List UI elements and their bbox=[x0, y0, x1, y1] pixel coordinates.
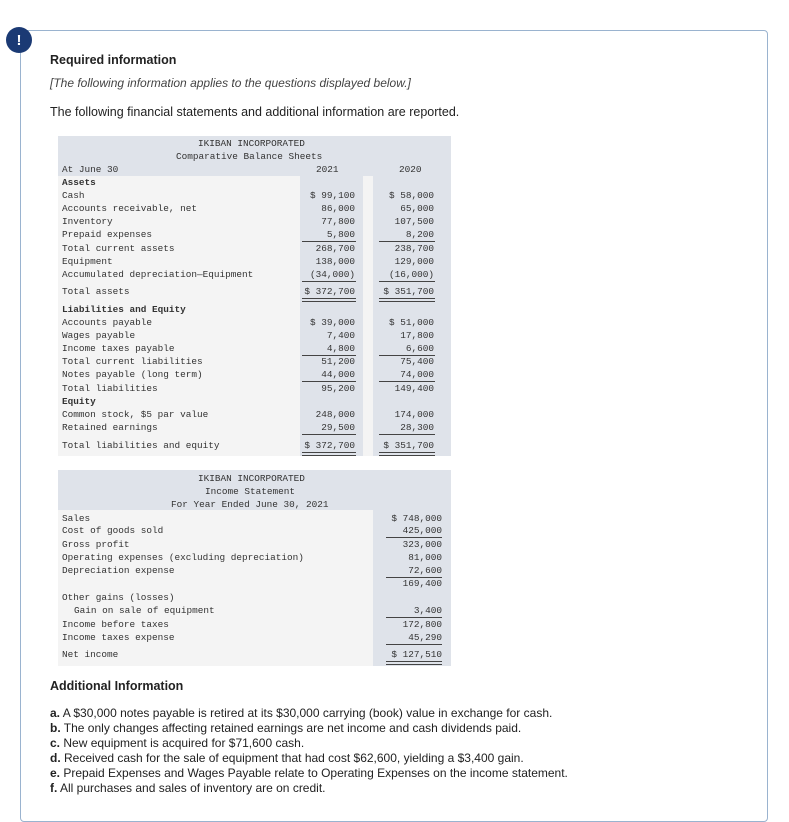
value-2020: 129,000 bbox=[394, 256, 434, 267]
row-label: Income taxes payable bbox=[62, 343, 175, 354]
item-text: New equipment is acquired for $71,600 cash. bbox=[63, 736, 305, 750]
row-label: Depreciation expense bbox=[62, 565, 175, 576]
column-label-date: At June 30 bbox=[62, 164, 119, 175]
row-value: 45,290 bbox=[408, 632, 442, 643]
section-heading: Liabilities and Equity bbox=[62, 304, 186, 315]
column-header-2020: 2020 bbox=[399, 164, 422, 175]
row-label: Gross profit bbox=[62, 539, 130, 550]
value-2020: (16,000) bbox=[388, 269, 434, 280]
value-2021: 51,200 bbox=[321, 356, 355, 367]
item-text: Prepaid Expenses and Wages Payable relate to Operating Expenses on the income statement. bbox=[63, 766, 568, 780]
row-label: Income before taxes bbox=[62, 619, 169, 630]
value-2021: 5,800 bbox=[326, 229, 355, 240]
value-2020: 75,400 bbox=[400, 356, 434, 367]
row-label: Accounts receivable, net bbox=[62, 203, 198, 214]
total-double-rule bbox=[379, 452, 435, 456]
required-information-title: Required information bbox=[50, 53, 177, 67]
item-letter: f. bbox=[50, 781, 58, 795]
row-label: Common stock, $5 par value bbox=[62, 409, 209, 420]
value-2021: 248,000 bbox=[315, 409, 355, 420]
item-letter: e. bbox=[50, 766, 61, 780]
row-value: 172,800 bbox=[402, 619, 442, 630]
value-2021: 44,000 bbox=[321, 369, 355, 380]
row-label: Cash bbox=[62, 190, 85, 201]
value-2020: 65,000 bbox=[400, 203, 434, 214]
subtotal-rule bbox=[386, 644, 442, 645]
additional-info-item bbox=[50, 751, 524, 765]
statement-period: For Year Ended June 30, 2021 bbox=[171, 499, 329, 510]
row-value: 72,600 bbox=[408, 565, 442, 576]
alert-icon: ! bbox=[6, 27, 32, 53]
total-double-rule bbox=[302, 298, 356, 302]
additional-info-item bbox=[50, 736, 304, 750]
additional-info-item bbox=[50, 766, 568, 780]
value-2020: 74,000 bbox=[400, 369, 434, 380]
statement-title: Income Statement bbox=[205, 486, 296, 497]
value-2021: 138,000 bbox=[315, 256, 355, 267]
value-2021: $ 372,700 bbox=[304, 286, 355, 297]
value-2020: 17,800 bbox=[400, 330, 434, 341]
value-2021: 7,400 bbox=[326, 330, 355, 341]
subtotal-rule bbox=[386, 537, 442, 538]
row-label: Total liabilities and equity bbox=[62, 440, 220, 451]
item-letter: c. bbox=[50, 736, 61, 750]
additional-information-title: Additional Information bbox=[50, 679, 184, 693]
total-double-rule bbox=[302, 452, 356, 456]
row-label: Accumulated depreciation—Equipment bbox=[62, 269, 254, 280]
total-double-rule bbox=[379, 298, 435, 302]
company-name: IKIBAN INCORPORATED bbox=[198, 473, 305, 484]
row-label: Total assets bbox=[62, 286, 130, 297]
value-2021: 86,000 bbox=[321, 203, 355, 214]
subtotal-rule bbox=[302, 381, 356, 382]
value-2020: 174,000 bbox=[394, 409, 434, 420]
additional-info-item bbox=[50, 781, 326, 795]
value-2021: 95,200 bbox=[321, 383, 355, 394]
company-name: IKIBAN INCORPORATED bbox=[198, 138, 305, 149]
row-label: Wages payable bbox=[62, 330, 136, 341]
additional-info-item bbox=[50, 706, 552, 720]
subtotal-rule bbox=[302, 434, 356, 435]
item-letter: a. bbox=[50, 706, 61, 720]
row-label: Gain on sale of equipment bbox=[74, 605, 215, 616]
row-label: Notes payable (long term) bbox=[62, 369, 203, 380]
column-header-2021: 2021 bbox=[316, 164, 339, 175]
row-label: Net income bbox=[62, 649, 119, 660]
row-value: 425,000 bbox=[402, 525, 442, 536]
value-2021: 77,800 bbox=[321, 216, 355, 227]
row-label: Total current liabilities bbox=[62, 356, 203, 367]
row-label: Other gains (losses) bbox=[62, 592, 175, 603]
value-2021: 4,800 bbox=[326, 343, 355, 354]
row-value: 169,400 bbox=[402, 578, 442, 589]
instructions-note: [The following information applies to the questions displayed below.] bbox=[50, 76, 411, 90]
value-2021: $ 372,700 bbox=[304, 440, 355, 451]
value-2020: 28,300 bbox=[400, 422, 434, 433]
total-double-rule bbox=[386, 661, 442, 665]
subtotal-rule bbox=[386, 617, 442, 618]
value-2020: 149,400 bbox=[394, 383, 434, 394]
value-2021: 268,700 bbox=[315, 243, 355, 254]
item-letter: b. bbox=[50, 721, 61, 735]
item-text: Received cash for the sale of equipment that had cost $62,600, yielding a $3,400 gain. bbox=[64, 751, 524, 765]
value-2021: $ 39,000 bbox=[309, 317, 355, 328]
row-label: Equipment bbox=[62, 256, 113, 267]
subtotal-rule bbox=[379, 241, 435, 242]
subtotal-rule bbox=[379, 434, 435, 435]
row-label: Total liabilities bbox=[62, 383, 158, 394]
statement-title: Comparative Balance Sheets bbox=[176, 151, 323, 162]
row-value: $ 127,510 bbox=[391, 649, 442, 660]
subtotal-rule bbox=[386, 577, 442, 578]
subtotal-rule bbox=[302, 355, 356, 356]
additional-info-item bbox=[50, 721, 521, 735]
row-label: Total current assets bbox=[62, 243, 175, 254]
row-label: Retained earnings bbox=[62, 422, 158, 433]
row-value: 81,000 bbox=[408, 552, 442, 563]
item-text: All purchases and sales of inventory are on credit. bbox=[60, 781, 326, 795]
subtotal-rule bbox=[379, 355, 435, 356]
row-value: 323,000 bbox=[402, 539, 442, 550]
section-heading: Assets bbox=[62, 177, 96, 188]
item-text: A $30,000 notes payable is retired at its $30,000 carrying (book) value in exchange for cash. bbox=[62, 706, 553, 720]
row-value: $ 748,000 bbox=[391, 513, 442, 524]
value-2020: $ 351,700 bbox=[383, 440, 434, 451]
subtotal-rule bbox=[379, 381, 435, 382]
value-2021: 29,500 bbox=[321, 422, 355, 433]
subtotal-rule bbox=[302, 281, 356, 282]
row-label: Prepaid expenses bbox=[62, 229, 153, 240]
value-2020: $ 58,000 bbox=[388, 190, 434, 201]
section-heading: Equity bbox=[62, 396, 96, 407]
value-2020: 107,500 bbox=[394, 216, 434, 227]
value-2021: (34,000) bbox=[309, 269, 355, 280]
value-2020: 238,700 bbox=[394, 243, 434, 254]
row-label: Inventory bbox=[62, 216, 113, 227]
row-label: Income taxes expense bbox=[62, 632, 175, 643]
value-2020: $ 51,000 bbox=[388, 317, 434, 328]
row-label: Cost of goods sold bbox=[62, 525, 164, 536]
row-label: Accounts payable bbox=[62, 317, 153, 328]
row-label: Operating expenses (excluding depreciation) bbox=[62, 552, 304, 563]
row-value: 3,400 bbox=[413, 605, 442, 616]
value-2020: 8,200 bbox=[405, 229, 434, 240]
subtotal-rule bbox=[302, 241, 356, 242]
item-letter: d. bbox=[50, 751, 61, 765]
subtotal-rule bbox=[379, 281, 435, 282]
row-label: Sales bbox=[62, 513, 91, 524]
intro-text: The following financial statements and additional information are reported. bbox=[50, 105, 460, 119]
value-2020: $ 351,700 bbox=[383, 286, 434, 297]
value-2020: 6,600 bbox=[405, 343, 434, 354]
value-2021: $ 99,100 bbox=[309, 190, 355, 201]
item-text: The only changes affecting retained earnings are net income and cash dividends paid. bbox=[63, 721, 522, 735]
